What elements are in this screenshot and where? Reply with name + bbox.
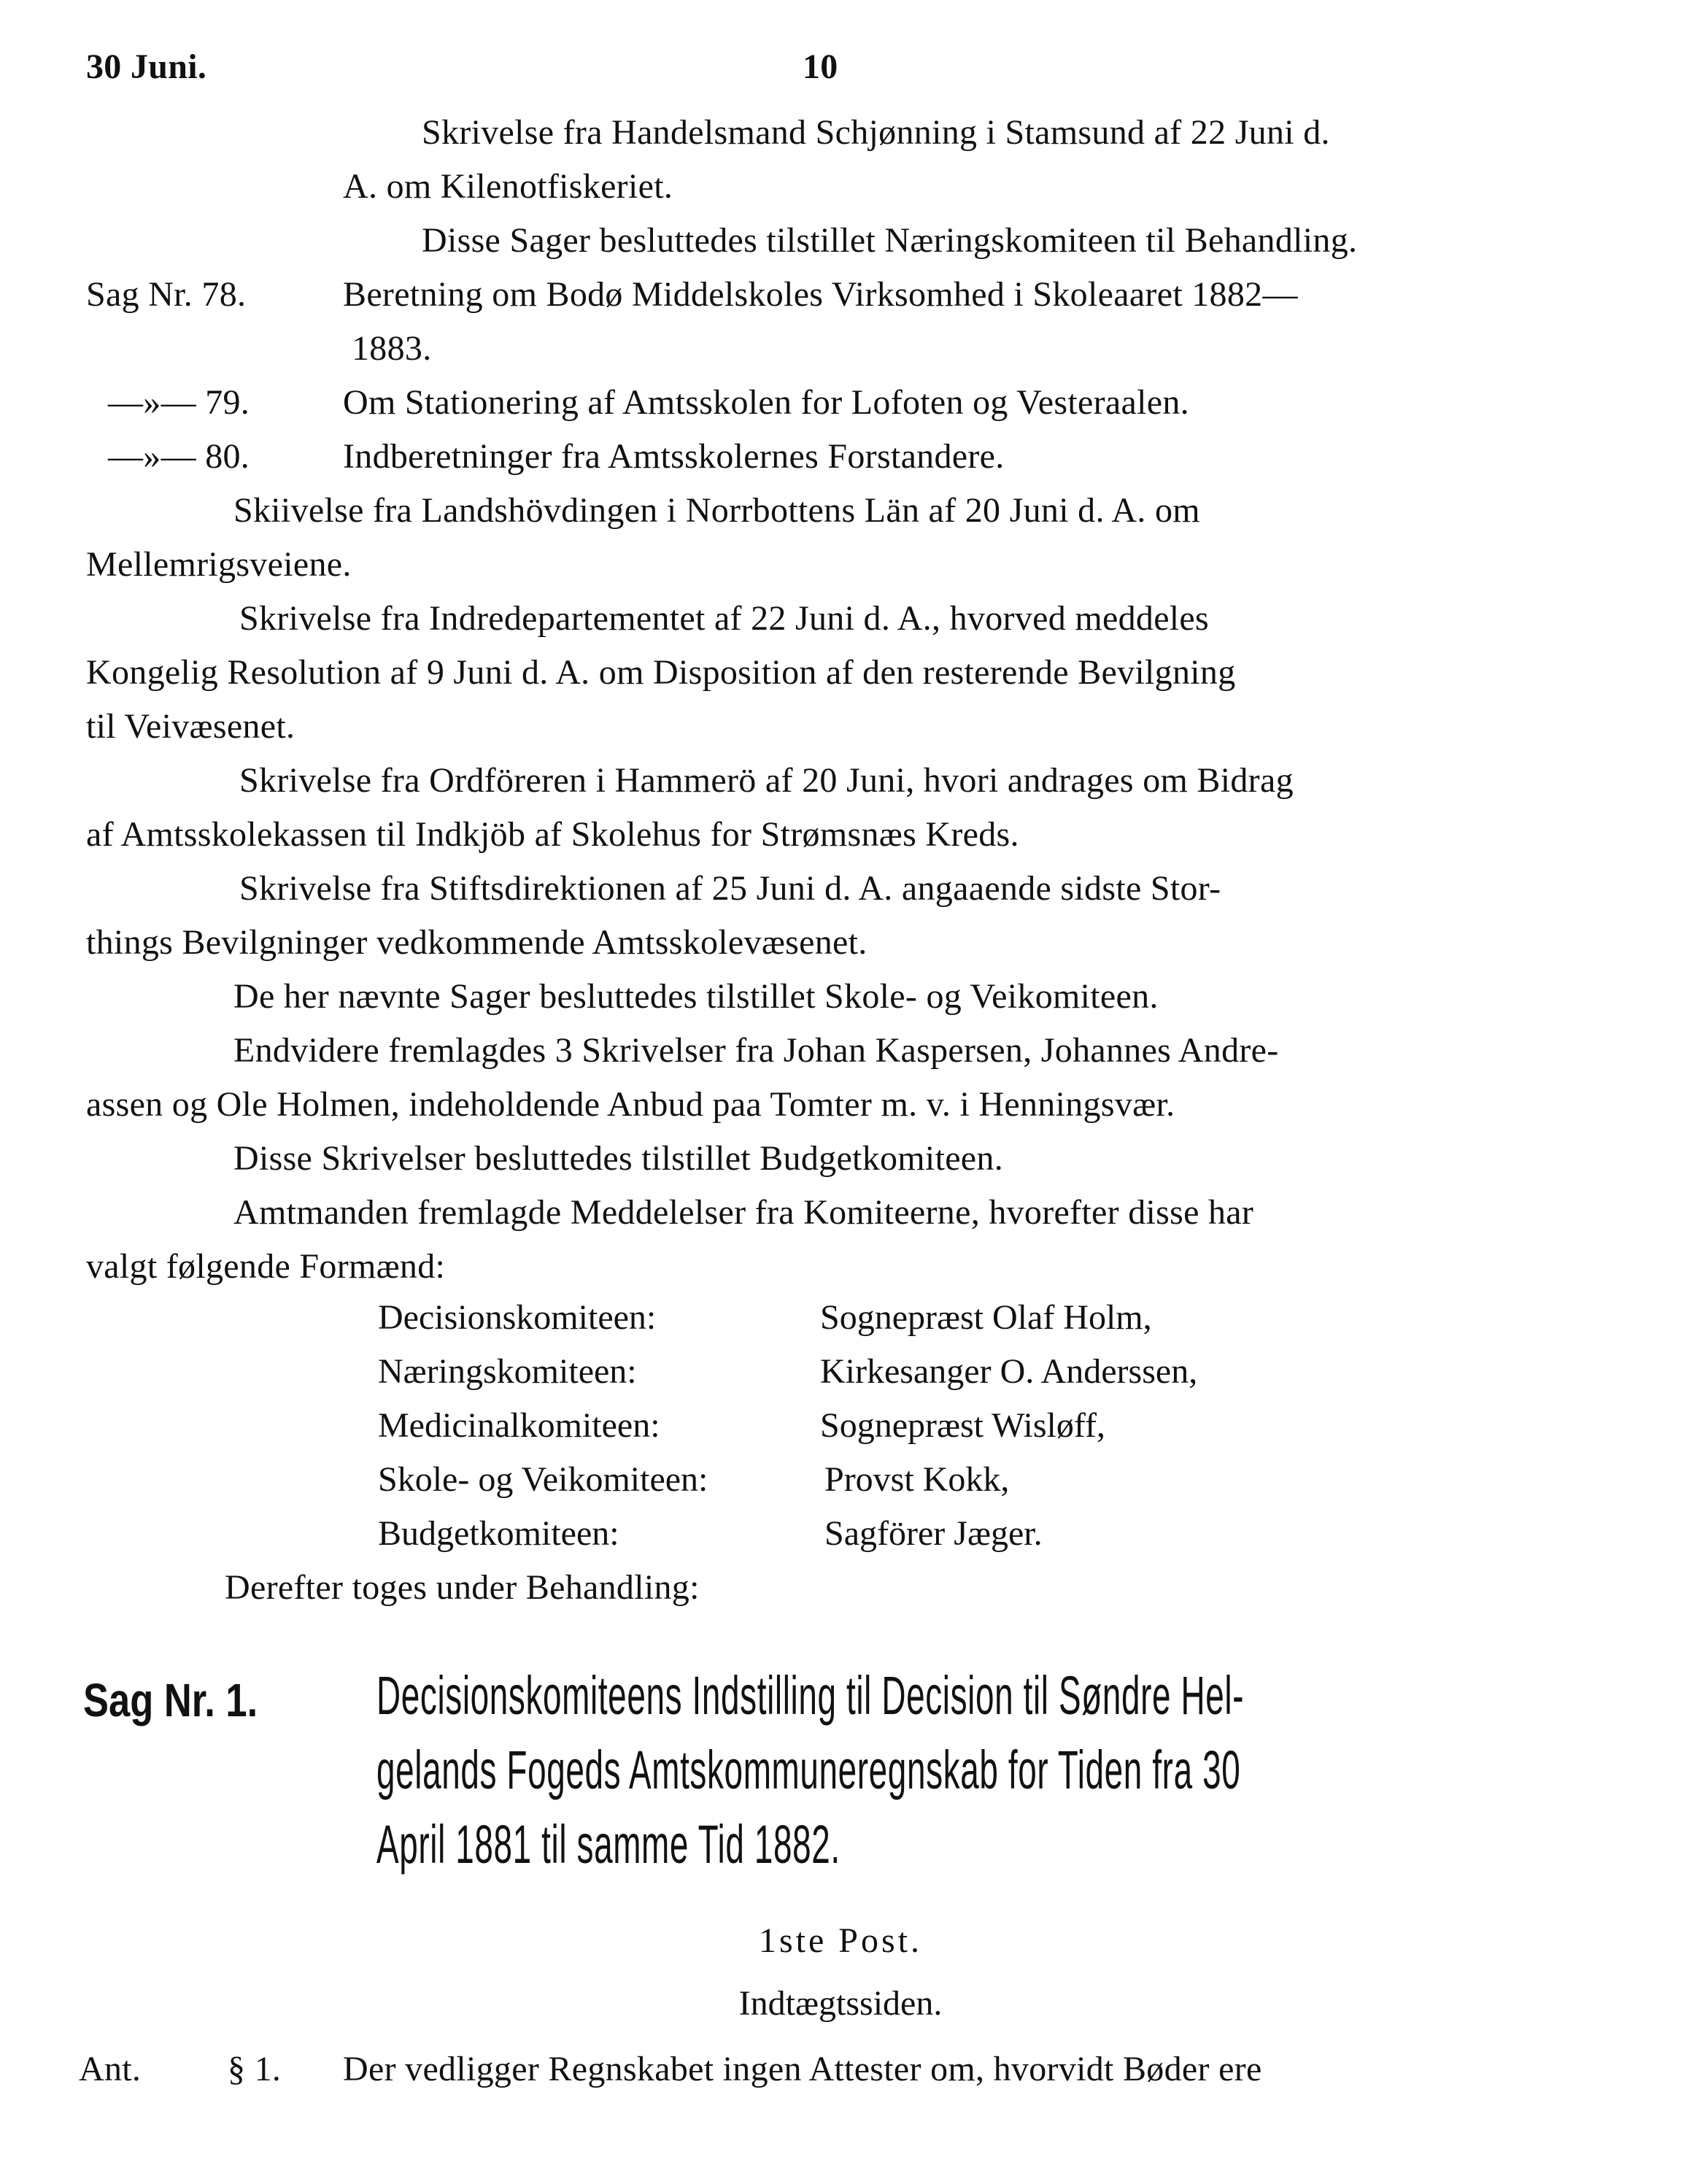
- section-mark: § 1.: [228, 2050, 282, 2088]
- text-line-21: Amtmanden fremlagde Meddelelser fra Komiteerne, hvorefter disse har: [233, 1193, 1254, 1232]
- text-line-16: things Bevilgninger vedkommende Amtsskolevæsenet.: [86, 923, 867, 962]
- post-subheading: Indtægtssiden.: [738, 1984, 943, 2023]
- case-79-text: Om Stationering af Amtsskolen for Lofoten og Vesteraalen.: [343, 383, 1189, 422]
- text-line-2: A. om Kilenotfiskeriet.: [343, 167, 673, 206]
- text-line-19: assen og Ole Holmen, indeholdende Anbud paa Tomter m. v. i Henningsvær.: [86, 1085, 1175, 1124]
- committee-chair-5: Sagförer Jæger.: [824, 1514, 1043, 1553]
- text-line-22: valgt følgende Formænd:: [86, 1247, 446, 1286]
- text-line-1: Skrivelse fra Handelsmand Schjønning i Stamsund af 22 Juni d.: [422, 113, 1330, 152]
- committee-chair-3: Sognepræst Wisløff,: [820, 1406, 1105, 1445]
- committee-chair-1: Sognepræst Olaf Holm,: [820, 1298, 1152, 1337]
- committee-name-4: Skole- og Veikomiteen:: [378, 1460, 708, 1499]
- case-1-title-line-2: gelands Fogeds Amtskommuneregnskab for Tiden fra 30: [376, 1740, 1241, 1800]
- text-line-20: Disse Skrivelser besluttedes tilstillet Budgetkomiteen.: [233, 1139, 1004, 1178]
- text-line-14: af Amtsskolekassen til Indkjöb af Skolehus for Strømsnæs Kreds.: [86, 815, 1019, 854]
- committee-name-1: Decisionskomiteen:: [378, 1298, 657, 1337]
- committee-chair-4: Provst Kokk,: [824, 1460, 1010, 1499]
- case-number-80: —»— 80.: [108, 437, 250, 476]
- case-78-text-cont: 1883.: [352, 329, 432, 368]
- page-number: 10: [803, 47, 838, 86]
- text-line-15: Skrivelse fra Stiftsdirektionen af 25 Juni d. A. angaaende sidste Stor-: [239, 869, 1221, 908]
- text-line-11: Kongelig Resolution af 9 Juni d. A. om Disposition af den resterende Bevilgning: [86, 653, 1236, 692]
- case-1-label: Sag Nr. 1.: [83, 1674, 258, 1726]
- page-date: 30 Juni.: [86, 47, 207, 86]
- committee-name-2: Næringskomiteen:: [378, 1352, 637, 1391]
- section-1-text: Der vedligger Regnskabet ingen Attester om, hvorvidt Bøder ere: [343, 2050, 1262, 2088]
- text-line-3: Disse Sager besluttedes tilstillet Næringskomiteen til Behandling.: [422, 221, 1358, 260]
- text-line-17: De her nævnte Sager besluttedes tilstillet Skole- og Veikomiteen.: [233, 977, 1159, 1016]
- text-line-23: Derefter toges under Behandling:: [225, 1568, 700, 1607]
- committee-name-5: Budgetkomiteen:: [378, 1514, 619, 1553]
- case-1-title-line-3: April 1881 til samme Tid 1882.: [376, 1814, 840, 1875]
- text-line-8: Skiivelse fra Landshövdingen i Norrbottens Län af 20 Juni d. A. om: [233, 491, 1200, 530]
- committee-name-3: Medicinalkomiteen:: [378, 1406, 660, 1445]
- margin-note-ant: Ant.: [79, 2050, 142, 2088]
- text-line-18: Endvidere fremlagdes 3 Skrivelser fra Johan Kaspersen, Johannes Andre-: [233, 1031, 1279, 1070]
- text-line-10: Skrivelse fra Indredepartementet af 22 Juni d. A., hvorved meddeles: [239, 599, 1210, 638]
- post-heading: 1ste Post.: [758, 1921, 923, 1960]
- case-number-79: —»— 79.: [108, 383, 250, 422]
- text-line-9: Mellemrigsveiene.: [86, 545, 352, 584]
- text-line-13: Skrivelse fra Ordföreren i Hammerö af 20 Juni, hvori andrages om Bidrag: [239, 761, 1294, 800]
- case-80-text: Indberetninger fra Amtsskolernes Forstandere.: [343, 437, 1005, 476]
- case-number-78: Sag Nr. 78.: [86, 275, 247, 314]
- text-line-12: til Veivæsenet.: [86, 707, 295, 746]
- committee-chair-2: Kirkesanger O. Anderssen,: [820, 1352, 1198, 1391]
- case-1-title-line-1: Decisionskomiteens Indstilling til Decision til Søndre Hel-: [376, 1665, 1245, 1726]
- case-78-text: Beretning om Bodø Middelskoles Virksomhed i Skoleaaret 1882—: [343, 275, 1298, 314]
